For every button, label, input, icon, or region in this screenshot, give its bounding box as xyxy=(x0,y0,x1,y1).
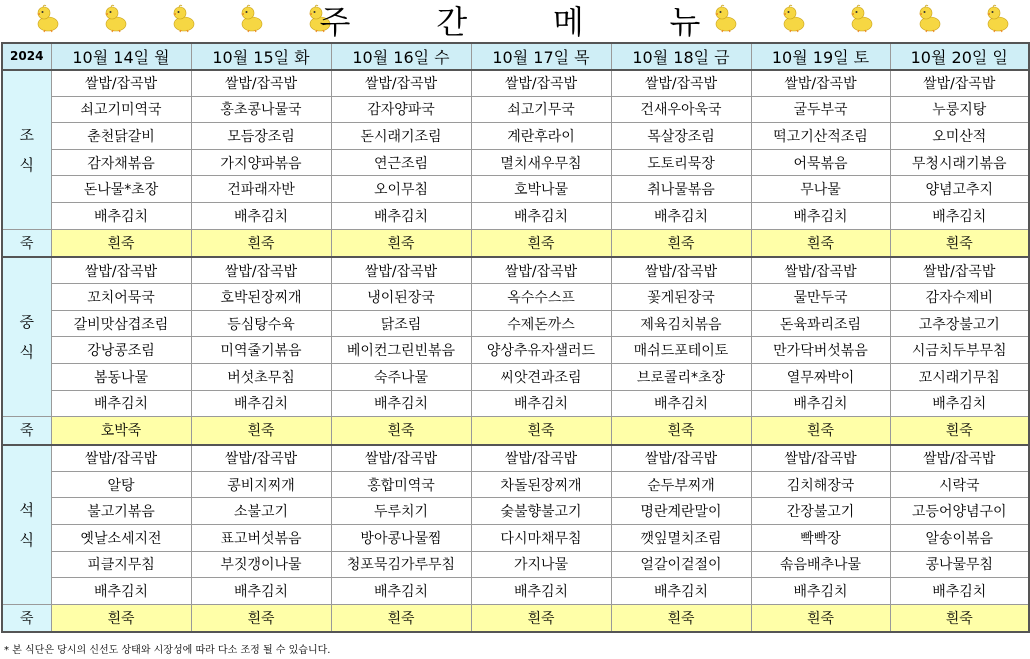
menu-item: 쌀밥/잡곡밥 xyxy=(191,257,331,284)
menu-item: 닭조림 xyxy=(331,310,471,337)
menu-item: 멸치새우무침 xyxy=(471,149,611,176)
menu-row xyxy=(2,445,1029,472)
menu-row xyxy=(2,578,1029,605)
menu-row xyxy=(2,390,1029,417)
menu-item: 계란후라이 xyxy=(471,123,611,150)
day-header: 10월 18일 금 xyxy=(611,43,751,70)
menu-item: 배추김치 xyxy=(51,203,191,230)
juk-item: 흰죽 xyxy=(890,229,1029,257)
duck-decorations-right xyxy=(712,3,1030,37)
menu-item: 배추김치 xyxy=(890,203,1029,230)
meal-label-char: 식 xyxy=(19,155,34,174)
menu-item: 어묵볶음 xyxy=(751,149,890,176)
menu-item: 배추김치 xyxy=(51,390,191,417)
menu-item: 배추김치 xyxy=(890,578,1029,605)
menu-item: 두루치기 xyxy=(331,498,471,525)
menu-item: 부짓갱이나물 xyxy=(191,551,331,578)
menu-item: 옛날소세지전 xyxy=(51,525,191,552)
menu-item: 얼갈이겉절이 xyxy=(611,551,751,578)
menu-item: 열무짜박이 xyxy=(751,364,890,391)
menu-item: 쌀밥/잡곡밥 xyxy=(191,70,331,97)
title-char: 간 xyxy=(436,3,468,41)
duck-icon xyxy=(916,3,942,33)
menu-item: 배추김치 xyxy=(191,390,331,417)
menu-item: 냉이된장국 xyxy=(331,284,471,311)
menu-item: 쌀밥/잡곡밥 xyxy=(751,257,890,284)
menu-item: 버섯초무침 xyxy=(191,364,331,391)
menu-item: 미역줄기볶음 xyxy=(191,337,331,364)
menu-row xyxy=(2,203,1029,230)
menu-item: 쌀밥/잡곡밥 xyxy=(471,445,611,472)
menu-item: 굴두부국 xyxy=(751,96,890,123)
menu-row xyxy=(2,471,1029,498)
title-char: 주 xyxy=(319,3,351,41)
menu-item: 양념고추지 xyxy=(890,176,1029,203)
menu-item: 시금치두부무침 xyxy=(890,337,1029,364)
day-header: 10월 19일 토 xyxy=(751,43,890,70)
juk-row xyxy=(2,417,1029,445)
menu-item: 쌀밥/잡곡밥 xyxy=(611,257,751,284)
juk-label: 죽 xyxy=(2,417,51,445)
menu-item: 명란계란말이 xyxy=(611,498,751,525)
menu-item: 깻잎멸치조림 xyxy=(611,525,751,552)
menu-item: 만가닥버섯볶음 xyxy=(751,337,890,364)
juk-item: 흰죽 xyxy=(471,229,611,257)
meal-label-char: 식 xyxy=(19,343,34,362)
menu-item: 쌀밥/잡곡밥 xyxy=(51,70,191,97)
menu-item: 배추김치 xyxy=(331,578,471,605)
menu-item: 오이무침 xyxy=(331,176,471,203)
menu-item: 빡빡장 xyxy=(751,525,890,552)
menu-item: 표고버섯볶음 xyxy=(191,525,331,552)
juk-item: 흰죽 xyxy=(191,229,331,257)
meal-label-char: 식 xyxy=(19,530,34,549)
menu-row xyxy=(2,525,1029,552)
juk-item: 흰죽 xyxy=(51,604,191,632)
menu-item: 콩비지찌개 xyxy=(191,471,331,498)
menu-item: 청포묵김가루무침 xyxy=(331,551,471,578)
juk-item: 호박죽 xyxy=(51,417,191,445)
menu-item: 가지양파볶음 xyxy=(191,149,331,176)
menu-row xyxy=(2,337,1029,364)
menu-item: 배추김치 xyxy=(611,390,751,417)
menu-item: 순두부찌개 xyxy=(611,471,751,498)
menu-item: 방아콩나물찜 xyxy=(331,525,471,552)
menu-item: 무청시래기볶음 xyxy=(890,149,1029,176)
menu-row xyxy=(2,364,1029,391)
menu-item: 호박된장찌개 xyxy=(191,284,331,311)
meal-label-char: 중 xyxy=(19,313,34,332)
juk-item: 흰죽 xyxy=(611,604,751,632)
juk-label: 죽 xyxy=(2,604,51,632)
menu-row xyxy=(2,149,1029,176)
juk-item: 흰죽 xyxy=(331,229,471,257)
page-header xyxy=(0,0,1030,40)
menu-item: 쌀밥/잡곡밥 xyxy=(890,445,1029,472)
menu-item: 홍초콩나물국 xyxy=(191,96,331,123)
menu-item: 봄동나물 xyxy=(51,364,191,391)
menu-item: 연근조림 xyxy=(331,149,471,176)
menu-item: 배추김치 xyxy=(751,578,890,605)
year-cell: 2024 xyxy=(2,43,51,70)
menu-item: 쌀밥/잡곡밥 xyxy=(611,445,751,472)
menu-row xyxy=(2,176,1029,203)
menu-item: 떡고기산적조림 xyxy=(751,123,890,150)
meal-label xyxy=(2,445,51,605)
menu-item: 쌀밥/잡곡밥 xyxy=(331,257,471,284)
menu-item: 김치해장국 xyxy=(751,471,890,498)
menu-item: 취나물볶음 xyxy=(611,176,751,203)
menu-item: 꼬치어묵국 xyxy=(51,284,191,311)
menu-item: 쌀밥/잡곡밥 xyxy=(51,257,191,284)
menu-row xyxy=(2,498,1029,525)
menu-item: 등심탕수육 xyxy=(191,310,331,337)
menu-item: 솎음배추나물 xyxy=(751,551,890,578)
menu-item: 배추김치 xyxy=(611,203,751,230)
menu-item: 쌀밥/잡곡밥 xyxy=(51,445,191,472)
menu-item: 쌀밥/잡곡밥 xyxy=(471,70,611,97)
meal-label xyxy=(2,70,51,230)
juk-row xyxy=(2,604,1029,632)
menu-item: 시락국 xyxy=(890,471,1029,498)
day-header: 10월 15일 화 xyxy=(191,43,331,70)
menu-item: 쌀밥/잡곡밥 xyxy=(611,70,751,97)
menu-item: 모듬장조림 xyxy=(191,123,331,150)
menu-item: 매쉬드포테이토 xyxy=(611,337,751,364)
menu-item: 돈육꽈리조림 xyxy=(751,310,890,337)
menu-item: 강낭콩조림 xyxy=(51,337,191,364)
menu-item: 배추김치 xyxy=(471,390,611,417)
meal-label-char: 석 xyxy=(19,500,34,519)
menu-item: 무나물 xyxy=(751,176,890,203)
menu-item: 쌀밥/잡곡밥 xyxy=(751,445,890,472)
juk-item: 흰죽 xyxy=(191,417,331,445)
menu-item: 감자양파국 xyxy=(331,96,471,123)
weekly-menu-table xyxy=(1,42,1030,633)
menu-item: 쌀밥/잡곡밥 xyxy=(751,70,890,97)
menu-item: 도토리묵장 xyxy=(611,149,751,176)
menu-item: 알송이볶음 xyxy=(890,525,1029,552)
menu-item: 쌀밥/잡곡밥 xyxy=(471,257,611,284)
menu-item: 옥수수스프 xyxy=(471,284,611,311)
juk-item: 흰죽 xyxy=(751,229,890,257)
menu-item: 돈시래기조림 xyxy=(331,123,471,150)
menu-item: 호박나물 xyxy=(471,176,611,203)
day-header: 10월 14일 월 xyxy=(51,43,191,70)
menu-item: 꼬시래기무침 xyxy=(890,364,1029,391)
menu-item: 숙주나물 xyxy=(331,364,471,391)
juk-item: 흰죽 xyxy=(611,417,751,445)
menu-item: 오미산적 xyxy=(890,123,1029,150)
menu-item: 배추김치 xyxy=(890,390,1029,417)
juk-item: 흰죽 xyxy=(331,604,471,632)
duck-icon xyxy=(170,3,196,33)
duck-icon xyxy=(712,3,738,33)
day-header: 10월 17일 목 xyxy=(471,43,611,70)
menu-row xyxy=(2,551,1029,578)
menu-row xyxy=(2,257,1029,284)
juk-item: 흰죽 xyxy=(890,417,1029,445)
menu-item: 고등어양념구이 xyxy=(890,498,1029,525)
menu-item: 불고기볶음 xyxy=(51,498,191,525)
menu-item: 배추김치 xyxy=(471,578,611,605)
footer-note: * 본 식단은 당시의 신선도 상태와 시장성에 따라 다소 조정 될 수 있습니다. xyxy=(4,645,331,656)
juk-item: 흰죽 xyxy=(751,417,890,445)
menu-row xyxy=(2,96,1029,123)
menu-item: 배추김치 xyxy=(51,578,191,605)
duck-icon xyxy=(34,3,60,33)
juk-label: 죽 xyxy=(2,229,51,257)
menu-item: 가지나물 xyxy=(471,551,611,578)
page-title xyxy=(300,0,720,40)
menu-item: 배추김치 xyxy=(751,203,890,230)
menu-item: 숯불향불고기 xyxy=(471,498,611,525)
menu-row xyxy=(2,284,1029,311)
menu-item: 알탕 xyxy=(51,471,191,498)
menu-item: 배추김치 xyxy=(751,390,890,417)
duck-icon xyxy=(984,3,1010,33)
meal-label xyxy=(2,257,51,417)
menu-item: 감자수제비 xyxy=(890,284,1029,311)
duck-icon xyxy=(102,3,128,33)
menu-item: 배추김치 xyxy=(331,390,471,417)
menu-item: 쌀밥/잡곡밥 xyxy=(890,257,1029,284)
menu-item: 누룽지탕 xyxy=(890,96,1029,123)
juk-item: 흰죽 xyxy=(471,417,611,445)
meal-label-char: 조 xyxy=(19,125,34,144)
menu-item: 배추김치 xyxy=(191,578,331,605)
duck-icon xyxy=(848,3,874,33)
menu-item: 홍합미역국 xyxy=(331,471,471,498)
juk-item: 흰죽 xyxy=(751,604,890,632)
menu-row xyxy=(2,310,1029,337)
menu-item: 콩나물무침 xyxy=(890,551,1029,578)
juk-item: 흰죽 xyxy=(471,604,611,632)
menu-item: 배추김치 xyxy=(611,578,751,605)
day-header: 10월 16일 수 xyxy=(331,43,471,70)
menu-item: 베이컨그린빈볶음 xyxy=(331,337,471,364)
juk-row xyxy=(2,229,1029,257)
menu-item: 간장불고기 xyxy=(751,498,890,525)
duck-icon xyxy=(238,3,264,33)
menu-item: 돈나물*초장 xyxy=(51,176,191,203)
menu-item: 배추김치 xyxy=(471,203,611,230)
menu-item: 소불고기 xyxy=(191,498,331,525)
juk-item: 흰죽 xyxy=(611,229,751,257)
menu-item: 씨앗견과조림 xyxy=(471,364,611,391)
menu-item: 갈비맛삼겹조림 xyxy=(51,310,191,337)
menu-item: 제육김치볶음 xyxy=(611,310,751,337)
menu-item: 건새우아욱국 xyxy=(611,96,751,123)
juk-item: 흰죽 xyxy=(890,604,1029,632)
juk-item: 흰죽 xyxy=(191,604,331,632)
title-char: 메 xyxy=(552,3,584,41)
menu-item: 쌀밥/잡곡밥 xyxy=(331,445,471,472)
menu-item: 건파래자반 xyxy=(191,176,331,203)
menu-row xyxy=(2,70,1029,97)
menu-item: 배추김치 xyxy=(331,203,471,230)
menu-item: 물만두국 xyxy=(751,284,890,311)
menu-item: 차돌된장찌개 xyxy=(471,471,611,498)
menu-item: 쌀밥/잡곡밥 xyxy=(191,445,331,472)
juk-item: 흰죽 xyxy=(331,417,471,445)
menu-item: 쌀밥/잡곡밥 xyxy=(890,70,1029,97)
menu-item: 목살장조림 xyxy=(611,123,751,150)
menu-item: 브로콜리*초장 xyxy=(611,364,751,391)
juk-item: 흰죽 xyxy=(51,229,191,257)
menu-item: 양상추유자샐러드 xyxy=(471,337,611,364)
menu-item: 쇠고기미역국 xyxy=(51,96,191,123)
menu-row xyxy=(2,123,1029,150)
menu-item: 춘천닭갈비 xyxy=(51,123,191,150)
menu-item: 꽃게된장국 xyxy=(611,284,751,311)
menu-item: 쌀밥/잡곡밥 xyxy=(331,70,471,97)
day-header-row xyxy=(2,43,1029,70)
menu-item: 감자채볶음 xyxy=(51,149,191,176)
menu-item: 피클지무침 xyxy=(51,551,191,578)
title-char: 뉴 xyxy=(669,3,701,41)
duck-icon xyxy=(780,3,806,33)
menu-item: 배추김치 xyxy=(191,203,331,230)
menu-item: 고추장불고기 xyxy=(890,310,1029,337)
menu-item: 다시마채무침 xyxy=(471,525,611,552)
day-header: 10월 20일 일 xyxy=(890,43,1029,70)
menu-item: 수제돈까스 xyxy=(471,310,611,337)
menu-item: 쇠고기무국 xyxy=(471,96,611,123)
